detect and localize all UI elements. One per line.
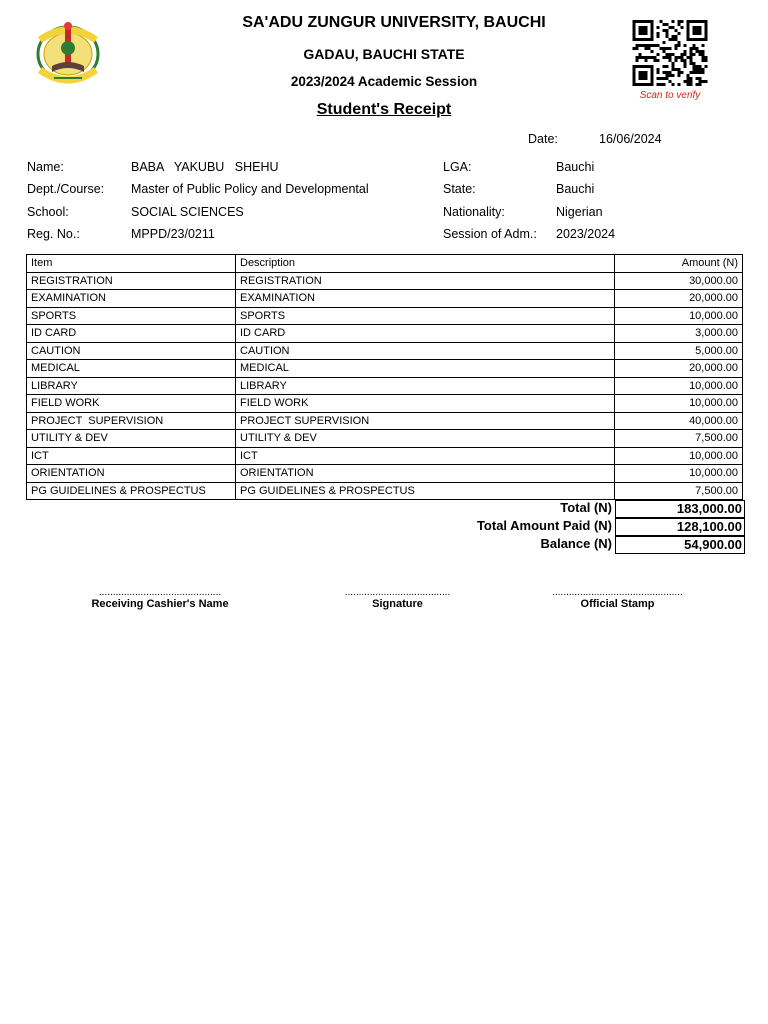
table-row <box>27 360 743 378</box>
university-location: GADAU, BAUCHI STATE <box>303 46 465 62</box>
academic-session: 2023/2024 Academic Session <box>290 74 478 89</box>
fee-item: FIELD WORK <box>27 395 236 413</box>
university-name: SA'ADU ZUNGUR UNIVERSITY, BAUCHI <box>242 14 546 31</box>
nationality-label: Nationality: <box>443 205 505 219</box>
fee-description: REGISTRATION <box>236 272 615 290</box>
fee-item: CAUTION <box>27 342 236 360</box>
name-label: Name: <box>27 160 64 174</box>
fee-amount: 10,000.00 <box>615 307 743 325</box>
fee-item: SPORTS <box>27 307 236 325</box>
dept-value: Master of Public Policy and Developmental <box>131 182 369 196</box>
cashier-line: ............................................ <box>98 587 222 598</box>
state-value: Bauchi <box>556 182 595 196</box>
lga-value: Bauchi <box>556 160 595 174</box>
fee-description: LIBRARY <box>236 377 615 395</box>
fee-description: ID CARD <box>236 325 615 343</box>
adm-value: 2023/2024 <box>556 227 616 241</box>
fee-description: CAUTION <box>236 342 615 360</box>
fee-item: PG GUIDELINES & PROSPECTUS <box>27 482 236 500</box>
fee-description: EXAMINATION <box>236 290 615 308</box>
fee-item: ID CARD <box>27 325 236 343</box>
table-row <box>27 307 743 325</box>
school-label: School: <box>27 205 69 219</box>
table-row <box>27 465 743 483</box>
adm-label: Session of Adm.: <box>443 227 537 241</box>
fee-item: MEDICAL <box>27 360 236 378</box>
fee-item: REGISTRATION <box>27 272 236 290</box>
table-row <box>27 395 743 413</box>
table-row <box>27 447 743 465</box>
table-row <box>27 377 743 395</box>
fee-item: ORIENTATION <box>27 465 236 483</box>
stamp-line: ............................................... <box>552 587 683 598</box>
fee-item: LIBRARY <box>27 377 236 395</box>
cashier-name-label: Receiving Cashier's Name <box>91 598 229 610</box>
table-header-row <box>27 255 743 273</box>
fee-amount: 10,000.00 <box>615 447 743 465</box>
fee-description: ORIENTATION <box>236 465 615 483</box>
table-row <box>27 430 743 448</box>
fee-amount: 40,000.00 <box>615 412 743 430</box>
fees-table <box>26 254 743 500</box>
col-amount-header: Amount (N) <box>615 255 743 273</box>
fee-item: PROJECT SUPERVISION <box>27 412 236 430</box>
receipt-title: Student's Receipt <box>316 101 452 118</box>
col-item-header: Item <box>27 255 236 273</box>
paid-value: 128,100.00 <box>615 518 745 536</box>
signature-line: ...................................... <box>344 587 451 598</box>
fee-description: MEDICAL <box>236 360 615 378</box>
paid-label: Total Amount Paid (N) <box>476 518 612 533</box>
fee-description: ICT <box>236 447 615 465</box>
dept-label: Dept./Course: <box>27 182 105 196</box>
table-row <box>27 342 743 360</box>
nationality-value: Nigerian <box>556 205 603 219</box>
fee-amount: 5,000.00 <box>615 342 743 360</box>
date-label: Date: <box>528 132 558 146</box>
signature-label: Signature <box>372 598 423 610</box>
balance-label: Balance (N) <box>540 536 612 551</box>
school-value: SOCIAL SCIENCES <box>131 205 244 219</box>
fee-amount: 10,000.00 <box>615 465 743 483</box>
fee-amount: 10,000.00 <box>615 395 743 413</box>
fee-amount: 10,000.00 <box>615 377 743 395</box>
total-value: 183,000.00 <box>615 500 745 518</box>
reg-value: MPPD/23/0211 <box>131 227 215 241</box>
fee-item: ICT <box>27 447 236 465</box>
date-value: 16/06/2024 <box>599 132 662 146</box>
table-row <box>27 290 743 308</box>
fee-amount: 7,500.00 <box>615 482 743 500</box>
fee-amount: 30,000.00 <box>615 272 743 290</box>
fee-description: PG GUIDELINES & PROSPECTUS <box>236 482 615 500</box>
fee-amount: 3,000.00 <box>615 325 743 343</box>
fee-amount: 20,000.00 <box>615 360 743 378</box>
state-label: State: <box>443 182 476 196</box>
fee-description: FIELD WORK <box>236 395 615 413</box>
col-description-header: Description <box>236 255 615 273</box>
fee-item: UTILITY & DEV <box>27 430 236 448</box>
lga-label: LGA: <box>443 160 472 174</box>
reg-label: Reg. No.: <box>27 227 80 241</box>
table-row <box>27 412 743 430</box>
official-stamp-label: Official Stamp <box>580 598 655 610</box>
table-row <box>27 325 743 343</box>
qr-code-icon[interactable] <box>632 20 708 86</box>
fee-description: UTILITY & DEV <box>236 430 615 448</box>
table-row <box>27 272 743 290</box>
fee-item: EXAMINATION <box>27 290 236 308</box>
fee-description: SPORTS <box>236 307 615 325</box>
balance-value: 54,900.00 <box>615 536 745 554</box>
fee-amount: 7,500.00 <box>615 430 743 448</box>
student-name: BABA YAKUBU SHEHU <box>131 160 279 174</box>
table-row <box>27 482 743 500</box>
fee-amount: 20,000.00 <box>615 290 743 308</box>
scan-to-verify: Scan to verify <box>639 90 701 101</box>
total-label: Total (N) <box>560 500 612 515</box>
fee-description: PROJECT SUPERVISION <box>236 412 615 430</box>
